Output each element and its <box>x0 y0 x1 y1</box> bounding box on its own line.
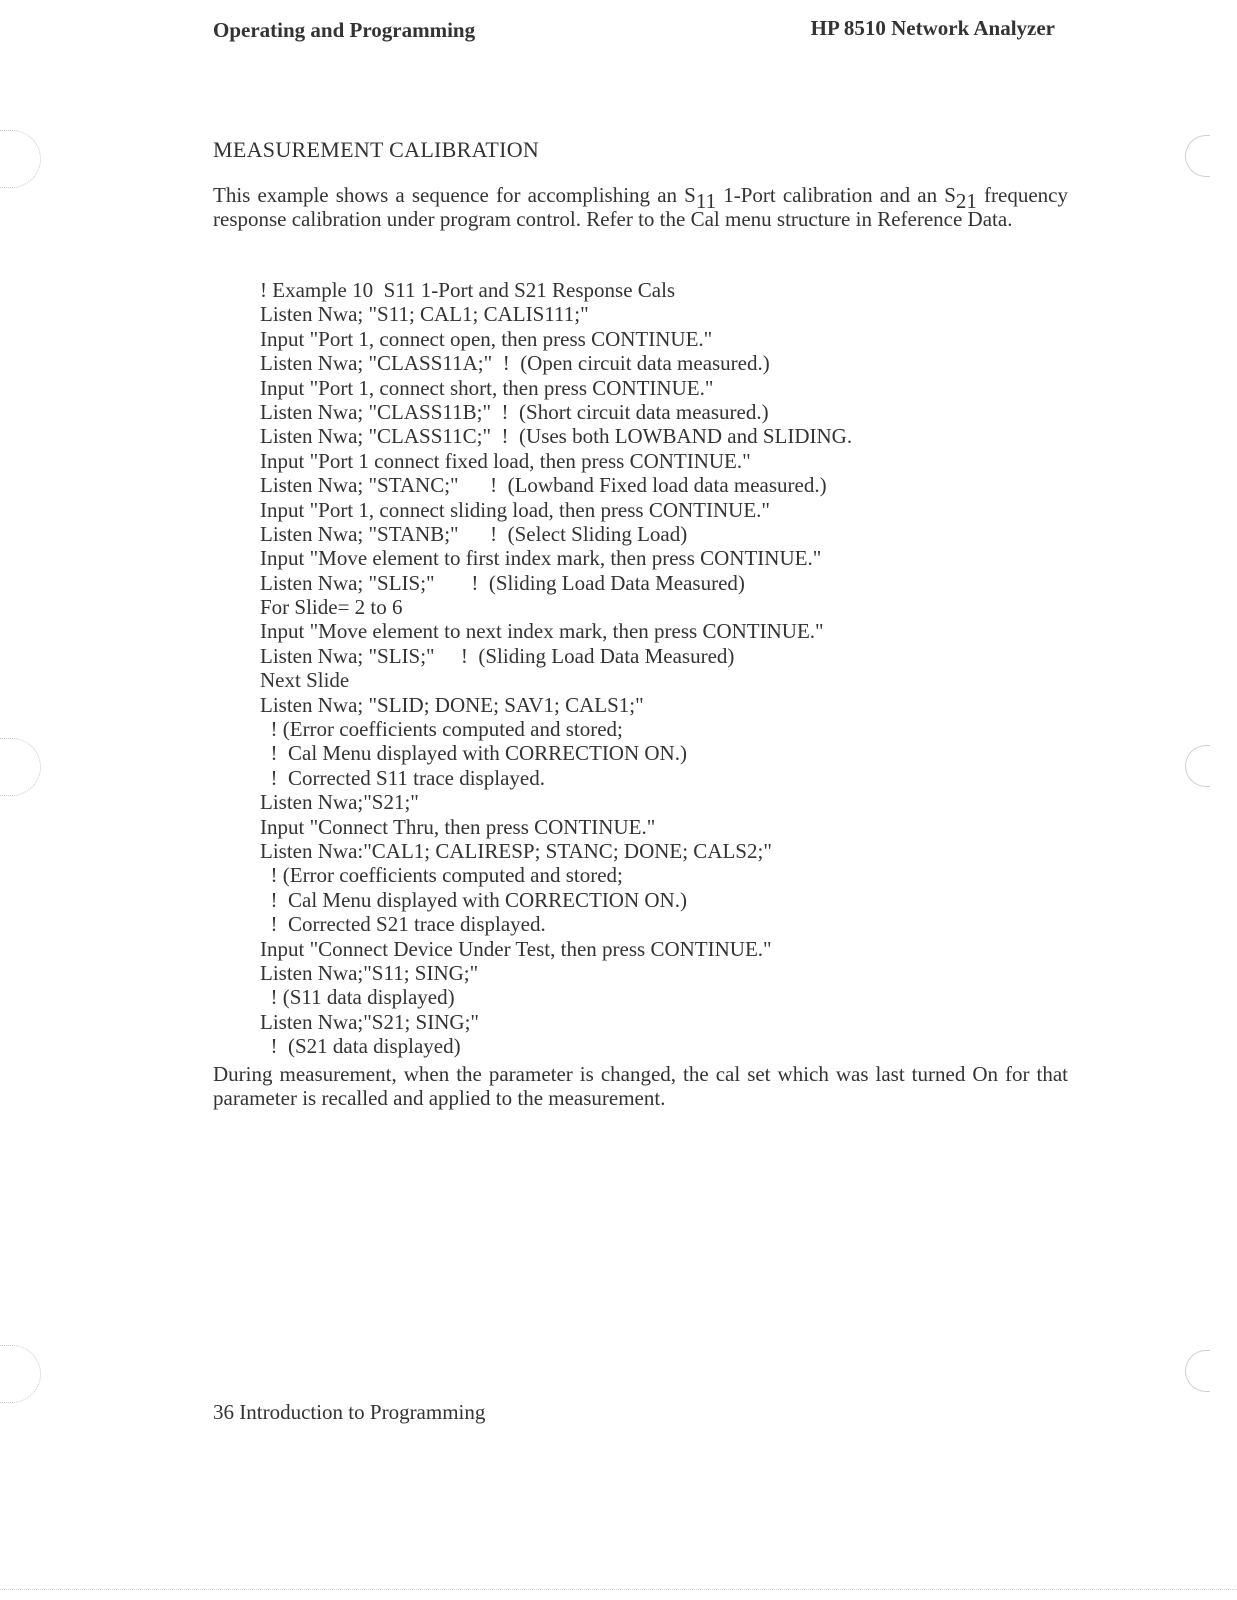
intro-text-2: 1-Port calibration and an S <box>716 183 956 207</box>
code-line: ! (S11 data displayed) <box>260 985 455 1010</box>
intro-paragraph <box>213 183 1068 231</box>
code-line: ! Cal Menu displayed with CORRECTION ON.) <box>260 741 687 766</box>
code-line: Listen Nwa; "SLIS;" ! (Sliding Load Data Measured) <box>260 570 745 595</box>
code-line: Listen Nwa;"S21; SING;" <box>260 1009 479 1034</box>
code-line: Input "Connect Thru, then press CONTINUE." <box>260 814 656 839</box>
subscript-11: 11 <box>695 189 717 213</box>
code-line: Input "Port 1, connect short, then press CONTINUE." <box>260 375 714 400</box>
code-line: ! Cal Menu displayed with CORRECTION ON.) <box>260 887 687 912</box>
code-line: Listen Nwa; "SLIS;" ! (Sliding Load Data Measured) <box>260 643 735 668</box>
binder-hole-mark <box>1185 135 1210 177</box>
binder-hole-mark <box>0 130 41 188</box>
subscript-21: 21 <box>955 189 977 213</box>
code-line: For Slide= 2 to 6 <box>260 595 403 620</box>
intro-text-1: This example shows a sequence for accomplishing an S <box>213 183 696 207</box>
code-line: Listen Nwa; "STANB;" ! (Select Sliding Load) <box>260 521 688 546</box>
page-footer: 36 Introduction to Programming <box>213 1400 486 1424</box>
code-line: Listen Nwa; "CLASS11B;" ! (Short circuit data measured.) <box>260 399 769 424</box>
program-listing <box>260 278 852 1059</box>
binder-hole-mark <box>1185 1350 1210 1392</box>
code-line: ! (S21 data displayed) <box>260 1034 461 1059</box>
code-line: ! (Error coefficients computed and stored; <box>260 717 623 742</box>
code-line: Listen Nwa; "CLASS11A;" ! (Open circuit data measured.) <box>260 351 770 376</box>
running-header-left: Operating and Programming <box>213 18 476 42</box>
code-line: Listen Nwa; "CLASS11C;" ! (Uses both LOWBAND and SLIDING. <box>260 424 853 449</box>
code-line: Input "Port 1 connect fixed load, then press CONTINUE." <box>260 448 751 473</box>
section-title: MEASUREMENT CALIBRATION <box>213 137 540 162</box>
code-line: Input "Port 1, connect open, then press CONTINUE." <box>260 326 713 351</box>
closing-paragraph: During measurement, when the parameter is changed, the cal set which was last turned On for that parameter is recalled and applied to the measurement. <box>213 1062 1068 1110</box>
code-line: Listen Nwa:"CAL1; CALIRESP; STANC; DONE; CALS2;" <box>260 838 772 863</box>
code-line: Next Slide <box>260 668 350 693</box>
code-line: Input "Move element to next index mark, then press CONTINUE." <box>260 619 824 644</box>
code-line: ! Corrected S21 trace displayed. <box>260 912 546 937</box>
binder-hole-mark <box>1185 745 1210 787</box>
code-line: ! Example 10 S11 1-Port and S21 Response Cals <box>260 278 676 302</box>
code-line: Listen Nwa;"S21;" <box>260 790 419 815</box>
binder-hole-mark <box>0 1345 41 1403</box>
code-line: Listen Nwa; "STANC;" ! (Lowband Fixed load data measured.) <box>260 473 827 498</box>
scan-edge-line <box>0 1589 1237 1590</box>
code-line: Input "Move element to first index mark, then press CONTINUE." <box>260 546 822 571</box>
intro-text-3: frequency response calibration under program control. Refer to the Cal menu structure in Reference Data. <box>213 183 1068 231</box>
code-line: Listen Nwa; "S11; CAL1; CALIS111;" <box>260 302 589 327</box>
code-line: ! Corrected S11 trace displayed. <box>260 765 545 790</box>
code-line: Listen Nwa;"S11; SING;" <box>260 960 479 985</box>
code-line: Input "Connect Device Under Test, then press CONTINUE." <box>260 936 772 961</box>
code-line: Listen Nwa; "SLID; DONE; SAV1; CALS1;" <box>260 692 644 717</box>
running-header-right: HP 8510 Network Analyzer <box>810 16 1055 40</box>
code-line: Input "Port 1, connect sliding load, then press CONTINUE." <box>260 497 770 522</box>
binder-hole-mark <box>0 738 41 796</box>
code-line: ! (Error coefficients computed and stored; <box>260 863 623 888</box>
